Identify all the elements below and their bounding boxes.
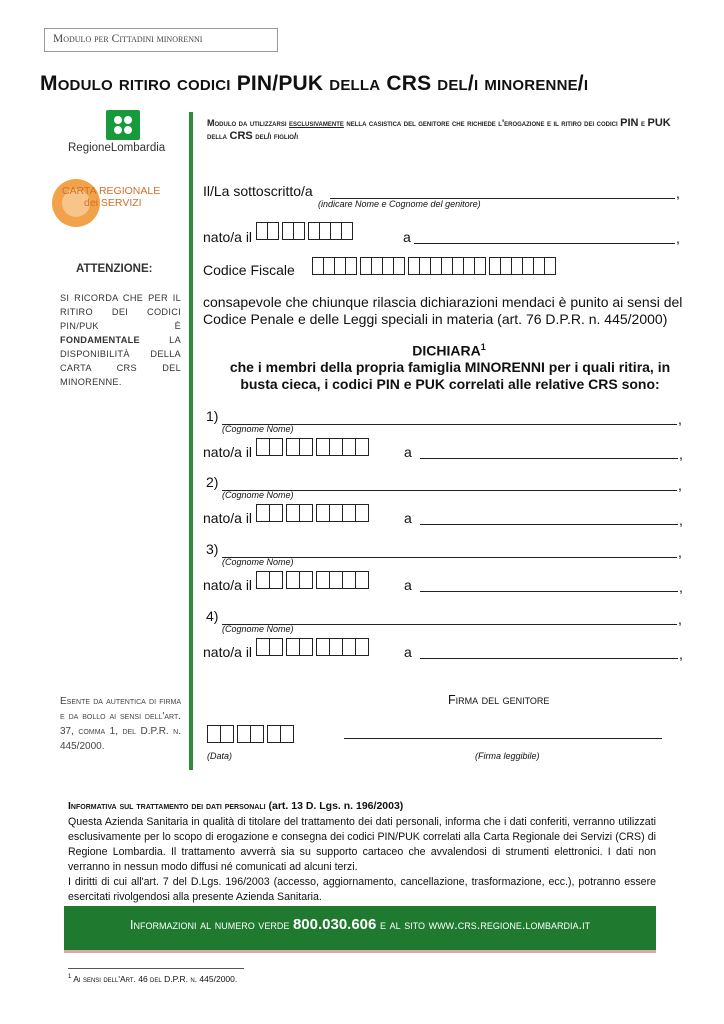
parent-birthplace-field[interactable] bbox=[414, 243, 675, 244]
helpline-number[interactable]: 800.030.606 bbox=[292, 916, 377, 933]
minor-birthplace-label: a bbox=[404, 644, 412, 660]
signature-title: Firma del genitore bbox=[448, 693, 550, 707]
minor-birth-date-boxes[interactable] bbox=[256, 438, 369, 456]
signature-hint: (Firma leggibile) bbox=[475, 751, 540, 761]
minor-birth-date-boxes[interactable] bbox=[256, 571, 369, 589]
privacy-body: Questa Azienda Sanitaria in qualità di titolare del trattamento dei dati personali, informa che i dati conferiti, verranno utilizzati esclusivamente per lo scopo di erogazione e consegna dei codici PIN/PUK correlati alla Carta Regionale dei Servizi (CRS) di Regione Lombardia. Il trattamento avverrà sia su supporto cartaceo che avvalendosi di strumenti elettronici. I dati non verranno in nessun modo diffusi né comunicati ad alcuni terzi. I diritti di cui all'art. 7 del D.Lgs. 196/2003 (accesso, aggiornamento, cancellazione, trasformazione, ecc.), potranno essere esercitati rivolgendosi alla presente Azienda Sanitaria. bbox=[68, 816, 656, 904]
minor-birthplace-label: a bbox=[404, 444, 412, 460]
signature-date-boxes[interactable] bbox=[207, 725, 294, 743]
minor-birth-date-boxes[interactable] bbox=[256, 638, 369, 656]
minor-birth-date-boxes[interactable] bbox=[256, 504, 369, 522]
parent-birth-date-boxes[interactable] bbox=[256, 222, 353, 240]
signer-label: Il/La sottoscritto/a bbox=[203, 183, 313, 199]
minor-born-label: nato/a il bbox=[203, 577, 253, 593]
declares-heading: DICHIARA$^1$ bbox=[412, 342, 486, 359]
fiscal-code-boxes[interactable] bbox=[312, 257, 556, 275]
declares-text: che i membri della propria famiglia MINORENNI per i quali ritira, in busta cieca, i codici PIN e PUK correlati alle relative CRS sono: bbox=[229, 359, 671, 392]
minor-name-hint: (Cognome Nome) bbox=[222, 557, 294, 567]
info-banner-text: Informazioni al numero verde 800.030.606 e al sito www.crs.regione.lombardia.it bbox=[129, 916, 591, 933]
minor-born-label: nato/a il bbox=[203, 644, 253, 660]
minor-name-hint: (Cognome Nome) bbox=[222, 424, 294, 434]
minor-born-label: nato/a il bbox=[203, 510, 253, 526]
green-divider-bar bbox=[189, 112, 193, 770]
minor-number: 3) bbox=[206, 541, 219, 557]
minor-number: 2) bbox=[206, 474, 219, 490]
minor-birthplace-field[interactable] bbox=[420, 524, 678, 525]
minor-name-hint: (Cognome Nome) bbox=[222, 624, 294, 634]
crs-logo-line1: CARTA REGIONALE bbox=[62, 185, 161, 197]
crs-logo-line2: dei SERVIZI bbox=[84, 197, 142, 209]
form-type-tag-text: Modulo per Cittadini minorenni bbox=[53, 33, 203, 45]
minor-name-hint: (Cognome Nome) bbox=[222, 490, 294, 500]
footnote-divider bbox=[68, 968, 244, 969]
minor-birthplace-field[interactable] bbox=[420, 658, 678, 659]
minor-birthplace-label: a bbox=[404, 510, 412, 526]
minor-number: 4) bbox=[206, 608, 219, 624]
minor-birthplace-field[interactable] bbox=[420, 591, 678, 592]
page-title: Modulo ritiro codici PIN/PUK della CRS del/i minorenne/i bbox=[40, 72, 589, 95]
fiscal-code-label: Codice Fiscale bbox=[203, 262, 295, 278]
minor-number: 1) bbox=[206, 408, 219, 424]
privacy-title: Informativa sul trattamento dei dati personali (art. 13 D. Lgs. n. 196/2003) bbox=[68, 800, 404, 812]
false-declaration-notice: consapevole che chiunque rilascia dichiarazioni mendaci è punito ai sensi del Codice Penale e delle Leggi speciali in materia (art. 76 D.P.R. n. 445/2000) bbox=[203, 294, 683, 327]
signature-field[interactable] bbox=[344, 738, 662, 739]
footnote: $^1$ Ai sensi dell'Art. 46 del D.P.R. n. 445/2000. bbox=[68, 974, 238, 984]
minor-birthplace-field[interactable] bbox=[420, 458, 678, 459]
date-hint: (Data) bbox=[207, 751, 233, 761]
intro-note: Modulo da utilizzarsi esclusivamente nella casistica del genitore che richiede l'erogazione e il ritiro dei codici PIN e PUK della CRS del/i figlio/i bbox=[207, 117, 671, 142]
attention-text: SI RICORDA CHE PER IL RITIRO DEI CODICI PIN/PUK È FONDAMENTALE LA DISPONIBILITÀ DELLA CARTA CRS DEL MINORENNE. bbox=[60, 293, 181, 387]
attention-title: ATTENZIONE: bbox=[76, 263, 153, 275]
stamp-exemption-note: Esente da autentica di firma e da bollo ai sensi dell'art. 37, comma 1, del D.P.R. n. 445/2000. bbox=[60, 696, 181, 752]
parent-birthplace-label: a bbox=[403, 229, 411, 245]
region-lombardia-logo bbox=[106, 110, 140, 140]
signer-hint: (indicare Nome e Cognome del genitore) bbox=[318, 199, 481, 209]
website-link[interactable]: www.crs.regione.lombardia.it bbox=[428, 917, 591, 932]
minor-born-label: nato/a il bbox=[203, 444, 253, 460]
minor-birthplace-label: a bbox=[404, 577, 412, 593]
region-lombardia-wordmark: RegioneLombardia bbox=[68, 142, 166, 154]
parent-born-label: nato/a il bbox=[203, 229, 253, 245]
